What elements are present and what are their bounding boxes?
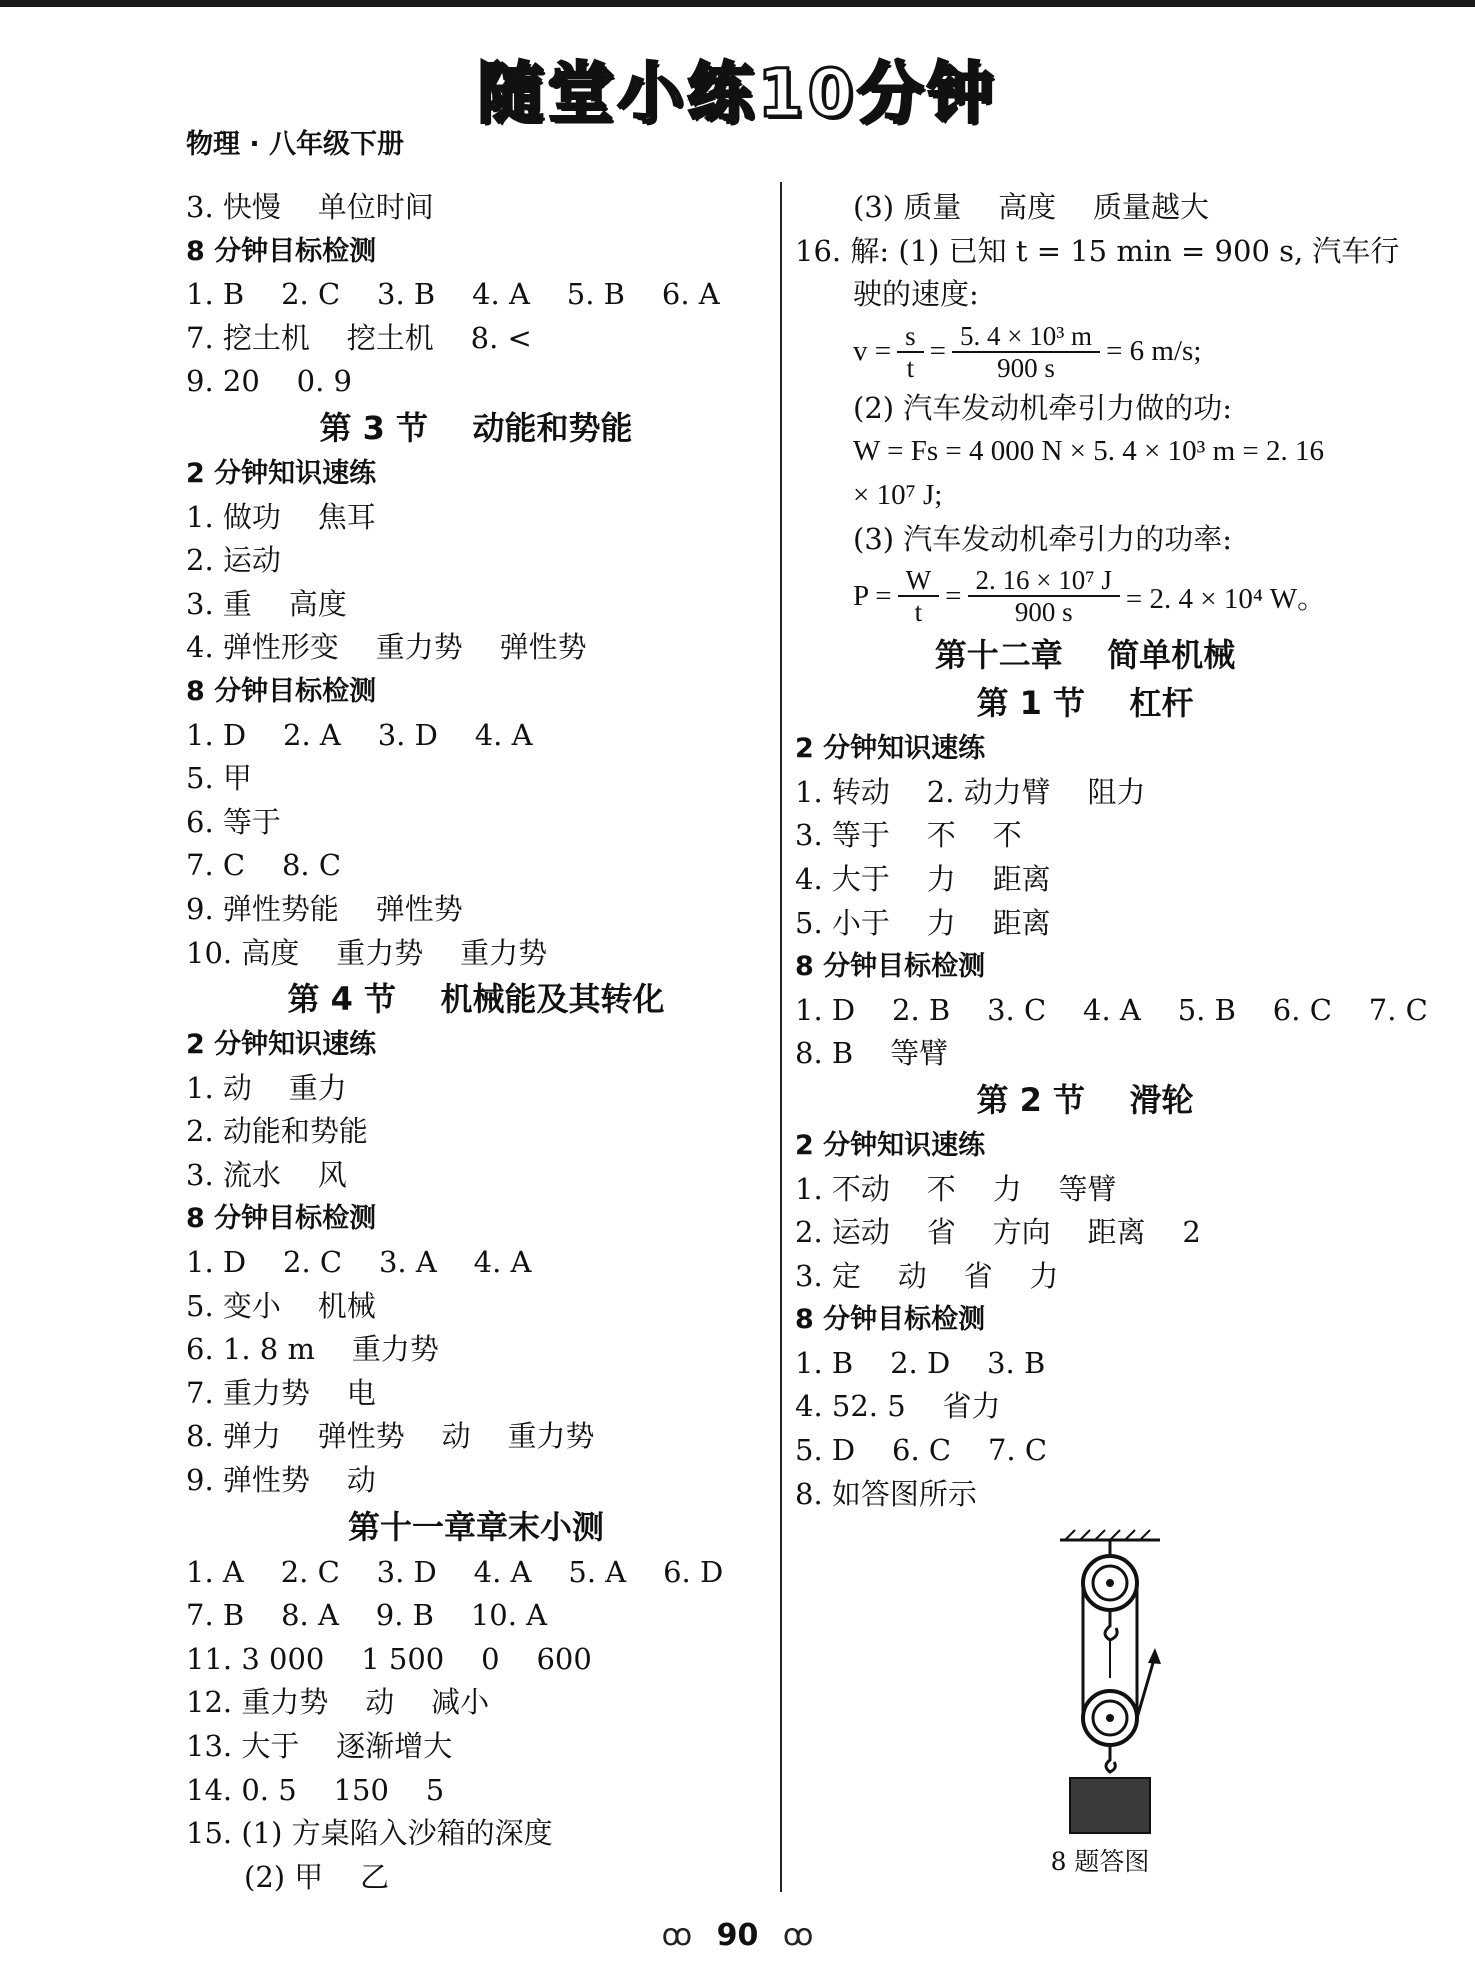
answer-line: 2. 动能和势能 — [186, 1114, 368, 1149]
section-heading: 2 分钟知识速练 — [795, 1129, 986, 1161]
answer-line: 5. 小于 力 距离 — [795, 905, 1051, 940]
answer-line: 1. 转动 2. 动力臂 阻力 — [795, 774, 1146, 809]
section-heading: 2 分钟知识速练 — [186, 457, 377, 489]
answer-line: 15. (1) 方桌陷入沙箱的深度 — [186, 1816, 553, 1851]
equation-result: = 2. 4 × 10⁴ W。 — [1125, 582, 1327, 615]
answer-line: 3. 快慢 单位时间 — [186, 190, 434, 224]
answer-line: 驶的速度: — [853, 277, 979, 312]
chapter-title: 第十二章 简单机械 — [934, 636, 1236, 675]
answer-line: 1. 动 重力 — [186, 1070, 347, 1105]
answer-line: 13. 大于 逐渐增大 — [186, 1729, 453, 1763]
answer-line: 4. 大于 力 距离 — [795, 861, 1051, 896]
answer-line: 7. B 8. A 9. B 10. A — [186, 1598, 548, 1633]
answer-line: 8. 弹力 弹性势 动 重力势 — [186, 1419, 595, 1454]
work-equation: W = Fs = 4 000 N × 5. 4 × 10³ m = 2. 16 — [853, 435, 1324, 468]
fraction-s-over-t — [897, 321, 924, 383]
fraction-numerator: 2. 16 × 10⁷ J — [968, 565, 1120, 597]
answer-line: 9. 20 0. 9 — [186, 364, 352, 399]
fraction-denominator: t — [914, 597, 923, 628]
fraction-w-over-t — [898, 565, 939, 627]
right-ornament: ꝏ — [782, 1918, 814, 1953]
answer-line: 1. A 2. C 3. D 4. A 5. A 6. D — [186, 1554, 724, 1589]
equation-result: = 6 m/s; — [1106, 335, 1202, 368]
section-title: 第 3 节 动能和势能 — [319, 408, 633, 447]
answer-line: 1. D 2. C 3. A 4. A — [186, 1245, 532, 1280]
power-equation: P = $\frac{W}{t}$ = $\frac{\text{2. 16 × 10⁷ J}}{900 s}$ = 2. 4 × 10⁴ W。 — [853, 565, 1327, 628]
answer-line: 6. 1. 8 m 重力势 — [186, 1332, 439, 1367]
figure-caption: 8 题答图 — [1050, 1847, 1150, 1876]
fraction-numerator: s — [897, 321, 924, 353]
section-heading: 8 分钟目标检测 — [795, 951, 986, 983]
section-title: 第 4 节 机械能及其转化 — [287, 980, 665, 1019]
column-divider — [780, 182, 782, 1892]
answer-line: 3. 等于 不 不 — [795, 818, 1022, 853]
answer-line: 3. 流水 风 — [186, 1157, 347, 1192]
fraction-denominator: t — [906, 352, 915, 383]
answer-line: 6. 等于 — [186, 804, 281, 839]
section-title: 第 2 节 滑轮 — [976, 1080, 1194, 1119]
section-heading: 2 分钟知识速练 — [795, 733, 986, 765]
answer-line: 8. 如答图所示 — [795, 1476, 977, 1511]
section-heading: 8 分钟目标检测 — [186, 675, 377, 707]
section-title: 第十一章章末小测 — [347, 1507, 604, 1546]
answer-line: 3. 定 动 省 力 — [795, 1258, 1059, 1293]
answer-line: 1. D 2. A 3. D 4. A — [186, 717, 533, 752]
answer-line: 2. 运动 省 方向 距离 2 — [795, 1215, 1201, 1250]
section-heading: 8 分钟目标检测 — [186, 1203, 377, 1235]
subject-label: 物理 · 八年级下册 — [186, 129, 405, 160]
answer-line: 5. 甲 — [186, 761, 252, 796]
answer-line: 1. B 2. C 3. B 4. A 5. B 6. A — [186, 277, 720, 312]
answer-line: 5. 变小 机械 — [186, 1288, 376, 1323]
section-heading: 8 分钟目标检测 — [186, 235, 377, 267]
answer-line: 11. 3 000 1 500 0 600 — [186, 1641, 592, 1676]
section-heading: 8 分钟目标检测 — [795, 1304, 986, 1336]
fraction-values — [952, 321, 1100, 383]
right-column — [795, 186, 1428, 1516]
brand-title: 随堂小练10分钟 — [477, 55, 998, 132]
fraction-denominator: 900 s — [997, 352, 1055, 383]
answer-line: 16. 解: (1) 已知 t = 15 min = 900 s, 汽车行 — [795, 233, 1400, 268]
answer-line: 1. 不动 不 力 等臂 — [795, 1171, 1117, 1206]
answer-line: 2. 运动 — [186, 543, 281, 578]
answer-line: 7. 挖土机 挖土机 8. < — [186, 320, 532, 355]
page-number: 90 — [716, 1918, 759, 1953]
fraction-numerator: 5. 4 × 10³ m — [952, 321, 1100, 353]
answer-line: 7. C 8. C — [186, 848, 342, 883]
answer-line: 3. 重 高度 — [186, 586, 347, 621]
answer-line: 8. B 等臂 — [795, 1036, 949, 1071]
section-heading: 2 分钟知识速练 — [186, 1029, 377, 1061]
page-footer — [0, 1918, 1475, 1953]
fraction-numerator: W — [898, 565, 939, 597]
answer-line: 1. 做功 焦耳 — [186, 499, 376, 534]
answer-line: (3) 汽车发动机牵引力的功率: — [853, 521, 1233, 556]
answer-line: (3) 质量 高度 质量越大 — [853, 190, 1210, 224]
answer-line: 14. 0. 5 150 5 — [186, 1772, 445, 1807]
answer-line: (2) 汽车发动机牵引力做的功: — [853, 390, 1233, 425]
answer-line: 4. 弹性形变 重力势 弹性势 — [186, 630, 587, 665]
section-title: 第 1 节 杠杆 — [976, 684, 1194, 723]
fraction-values — [968, 565, 1120, 627]
equation-lhs: v = — [853, 335, 892, 368]
answer-line: 5. D 6. C 7. C — [795, 1433, 1048, 1468]
left-column — [186, 186, 766, 1899]
velocity-equation: v = $\frac{s}{t}$ = $\frac{\text{5. 4 × 10³ m}}{900 s}$ = 6 m/s; — [853, 320, 1202, 383]
fraction-denominator: 900 s — [1014, 597, 1073, 628]
answer-line: 12. 重力势 动 减小 — [186, 1685, 490, 1720]
top-rule — [0, 0, 1475, 7]
answer-line: 9. 弹性势 动 — [186, 1463, 376, 1498]
answer-line: 9. 弹性势能 弹性势 — [186, 891, 463, 926]
pulley-diagram-icon — [1030, 1528, 1190, 1842]
answer-line: 7. 重力势 电 — [186, 1375, 376, 1410]
answer-line: 1. D 2. B 3. C 4. A 5. B 6. C 7. C — [795, 992, 1428, 1027]
answer-line: 10. 高度 重力势 重力势 — [186, 935, 548, 970]
answer-line: 4. 52. 5 省力 — [795, 1389, 1001, 1424]
answer-line: 1. B 2. D 3. B — [795, 1345, 1046, 1380]
answer-line: (2) 甲 乙 — [244, 1859, 390, 1894]
left-ornament: ꝏ — [661, 1918, 693, 1953]
work-equation-cont: × 10⁷ J; — [853, 478, 943, 511]
equation-lhs: P = — [853, 579, 892, 612]
